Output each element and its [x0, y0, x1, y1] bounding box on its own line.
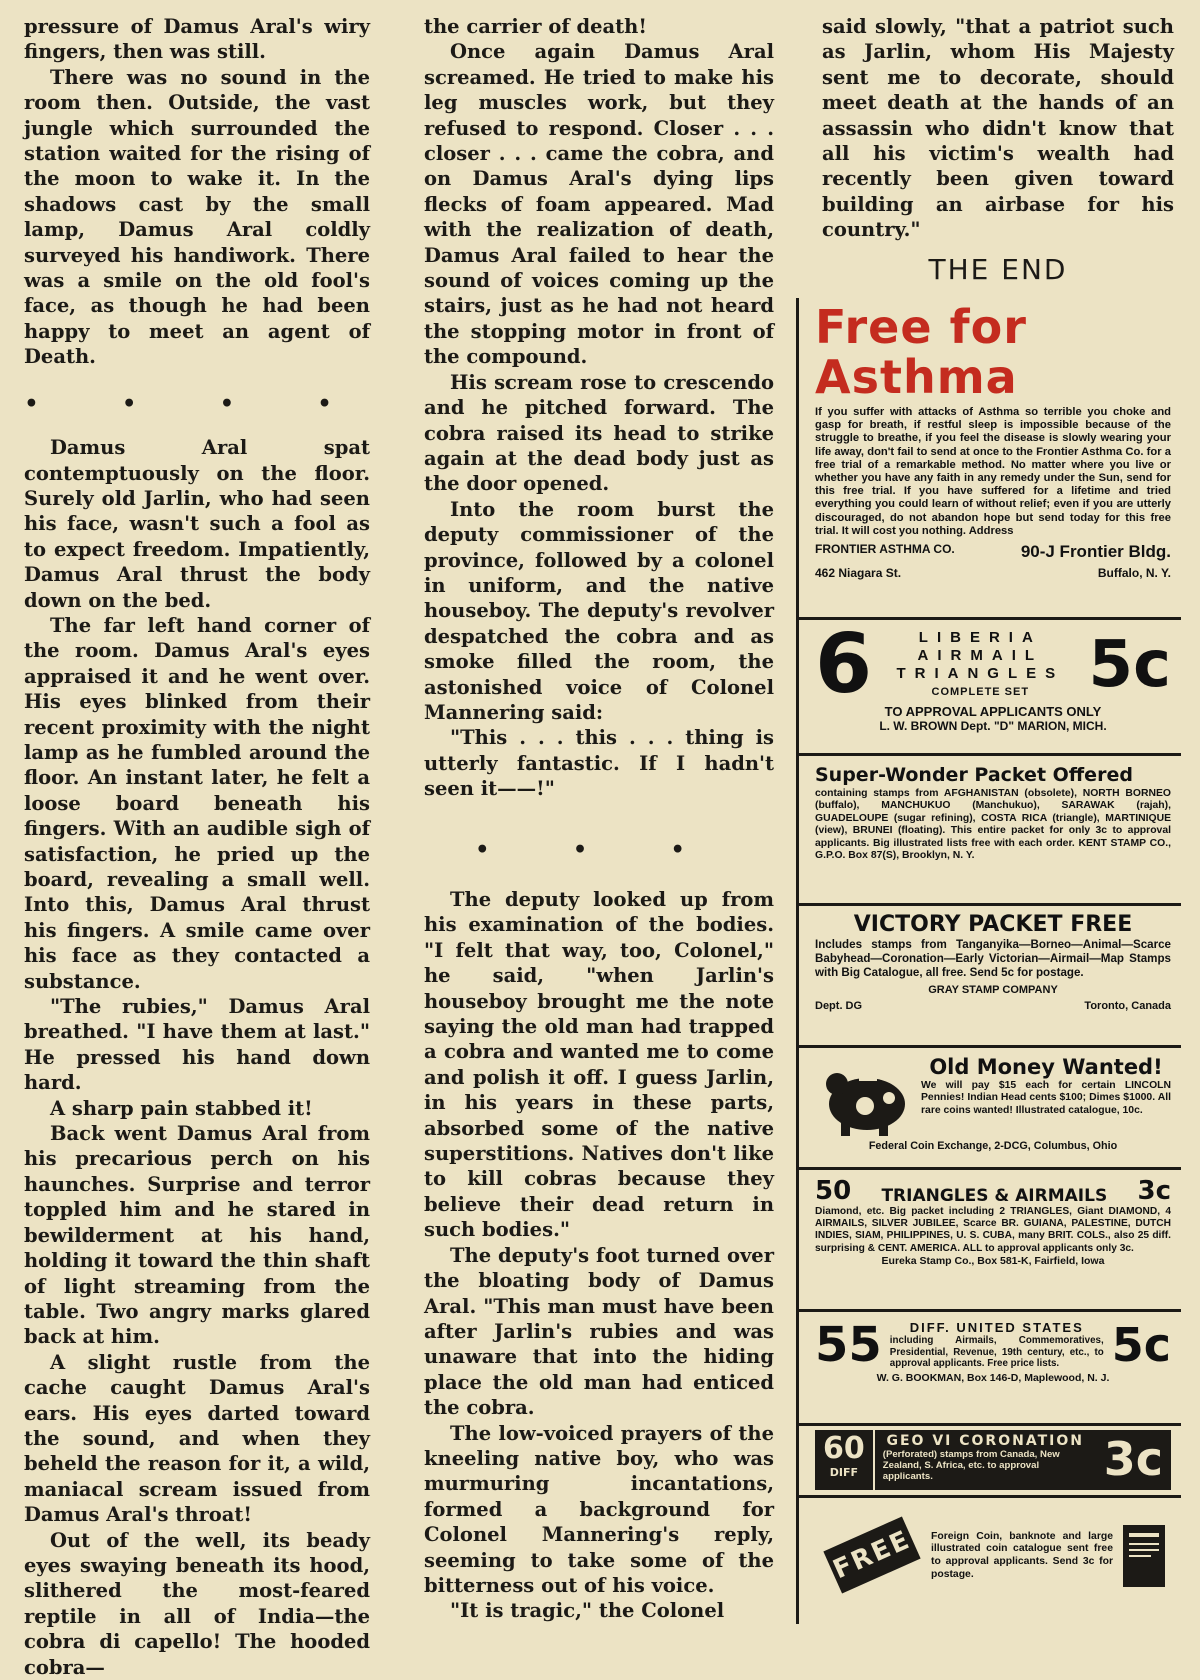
- ad-liberia-line3: TRIANGLES: [896, 665, 1065, 682]
- ad-free-stamp: FREE: [823, 1516, 920, 1593]
- ad-liberia-count: 6: [815, 617, 873, 712]
- ad-coronation-sub: DIFF: [829, 1466, 858, 1479]
- ad-superwonder-title: Super-Wonder Packet Offered: [815, 764, 1133, 786]
- ad-asthma-company: FRONTIER ASTHMA CO.: [815, 542, 955, 557]
- ad-liberia-line1: LIBERIA: [918, 629, 1042, 646]
- ad-triangles-price: 3c: [1137, 1176, 1171, 1206]
- ad-asthma-headline: Free for Asthma: [815, 300, 1027, 404]
- ad-liberia-price: 5c: [1088, 628, 1171, 702]
- story-paragraph: There was no sound in the room then. Outside, the vast jungle which surrounded the station waited for the rising of the moon to wake it. In the shadows cast by the small lamp, Damus Aral coldly surveyed his handiwork. There was a smile on the old fool's face, as though he had been happy to meet an agent of Death.: [24, 65, 370, 369]
- ad-oldmoney-body: We will pay $15 each for certain LINCOLN Pennies! Indian Head cents $100; Dimes $1000. All rare coins wanted! Illustrated catalogue, 10c.: [921, 1080, 1171, 1116]
- ad-triangles-50: [799, 1170, 1181, 1312]
- ad-us-price: 5c: [1111, 1318, 1171, 1372]
- ad-triangles-count: 50: [815, 1176, 852, 1206]
- ad-victory-title: VICTORY PACKET FREE: [853, 912, 1133, 937]
- ad-us-address: W. G. BOOKMAN, Box 146-D, Maplewood, N. J.: [876, 1372, 1110, 1384]
- ad-superwonder-body: containing stamps from AFGHANISTAN (obsolete), NORTH BORNEO (buffalo), MANCHUKUO (Manchukuo), SARAWAK (rajah), GUADELOUPE (sugar refining), COSTA RICA (triangle), MARTINIQUE (view), BRUNEI (floating). This entire packet for only 3c to approval applicants. Big illustrated lists free with each order. KENT STAMP CO., G.P.O. Box 87(S), Brooklyn, N. Y.: [815, 788, 1171, 862]
- story-column-3: [822, 14, 1174, 306]
- ad-coronation-price: 3c: [1103, 1432, 1163, 1486]
- ad-us-line1: DIFF. UNITED STATES: [909, 1320, 1084, 1336]
- ad-coronation-title: GEO VI CORONATION: [886, 1433, 1084, 1449]
- ad-victory-city: Toronto, Canada: [1084, 1000, 1171, 1012]
- ad-liberia-address: L. W. BROWN Dept. "D" MARION, MICH.: [879, 719, 1107, 733]
- story-paragraph: The deputy looked up from his examination of the bodies. "I felt that way, too, Colonel," he said, "when Jarlin's houseboy brought me the note saying the old man had trapped a cobra and wanted me to come and polish it off. I guess Jarlin, in his years in these parts, absorbed some of the native superstitions. Natives don't like to kill cobras because they believe their dead return in such bodies.": [424, 888, 774, 1242]
- section-break: • • • •: [24, 390, 370, 417]
- ad-triangles-address: Eureka Stamp Co., Box 581-K, Fairfield, Iowa: [881, 1254, 1105, 1267]
- ad-us-body: including Airmails, Commemoratives, Presidential, Revenue, 19th century, etc., to approval applicants. Free price lists.: [889, 1335, 1104, 1370]
- ad-asthma-bldg: 90-J Frontier Bldg.: [1020, 542, 1171, 562]
- ad-oldmoney: [799, 1048, 1181, 1170]
- story-paragraph: The deputy's foot turned over the bloating body of Damus Aral. "This man must have been after Jarlin's rubies and was unaware that into the hiding place the old man had enticed the cobra.: [424, 1243, 774, 1420]
- ad-liberia-approval: TO APPROVAL APPLICANTS ONLY: [884, 704, 1102, 719]
- ad-free-body: Foreign Coin, banknote and large illustrated coin catalogue sent free to approval applicants. Send 3c for postage.: [931, 1530, 1113, 1580]
- story-paragraph: the carrier of death!: [424, 15, 647, 38]
- story-paragraph: The far left hand corner of the room. Damus Aral's eyes appraised it and he went over. His eyes blinked from their recent proximity with the night lamp as he fumbled around the floor. An instant later, he felt a loose board beneath his fingers. With an audible sigh of satisfaction, he pried up the board, revealing a small well. Into this, Damus Aral thrust his fingers. A smile came over his face as they contacted a substance.: [24, 613, 370, 993]
- story-paragraph: Damus Aral spat contemptuously on the floor. Surely old Jarlin, who had seen his face, wasn't such a fool as to expect freedom. Impatiently, Damus Aral thrust the body down on the bed.: [24, 436, 370, 612]
- story-paragraph: pressure of Damus Aral's wiry fingers, then was still.: [24, 15, 370, 64]
- story-paragraph: Out of the well, its beady eyes swaying beneath its hood, slithered the most-feared reptile in all of India—the cobra di capello! The hooded cobra—: [24, 1528, 370, 1679]
- ad-asthma-city: Buffalo, N. Y.: [1097, 566, 1171, 581]
- the-end-label: THE END: [928, 252, 1068, 286]
- story-paragraph: A sharp pain stabbed it!: [50, 1096, 313, 1120]
- ad-coronation: [799, 1426, 1181, 1498]
- ad-liberia-line4: COMPLETE SET: [931, 686, 1030, 698]
- story-paragraph: Into the room burst the deputy commissioner of the province, followed by a colonel in uniform, and the native houseboy. The deputy's revolver despatched the cobra and as smoke filled the room, the astonished voice of Colonel Mannering said:: [424, 497, 774, 724]
- story-paragraph: said slowly, "that a patriot such as Jarlin, whom His Majesty sent me to decorate, should meet death at the hands of an assassin who didn't know that all his victim's wealth had recently been given toward building an airbase for his country.": [822, 15, 1174, 242]
- ad-victory-company: GRAY STAMP COMPANY: [928, 984, 1058, 996]
- story-column-2: [424, 14, 774, 1624]
- ad-victory: [799, 906, 1181, 1048]
- ad-oldmoney-address: Federal Coin Exchange, 2-DCG, Columbus, Ohio: [868, 1140, 1118, 1152]
- ad-us-count: 55: [815, 1317, 882, 1373]
- story-paragraph: His scream rose to crescendo and he pitched forward. The cobra raised its head to strike again at the dead body just as the door opened.: [424, 370, 774, 496]
- story-paragraph: "The rubies," Damus Aral breathed. "I have them at last." He pressed his hand down hard.: [24, 995, 370, 1095]
- ad-asthma-street: 462 Niagara St.: [815, 566, 902, 581]
- ad-us-55: [799, 1312, 1181, 1426]
- ad-asthma: [799, 298, 1181, 620]
- ad-victory-body: Includes stamps from Tanganyika—Borneo—Animal—Scarce Babyhead—Coronation—Early Victorian—Airmail—Map Stamps with Big Catalogue, all free. Send 5c for postage.: [815, 938, 1171, 979]
- ad-triangles-headline: TRIANGLES & AIRMAILS: [881, 1186, 1108, 1206]
- ad-victory-dept: Dept. DG: [815, 1000, 863, 1012]
- catalogue-book-icon: [1119, 1521, 1171, 1591]
- ad-triangles-body: Diamond, etc. Big packet including 2 TRIANGLES, Giant DIAMOND, 4 AIRMAILS, SILVER JUBILEE, Scarce BR. GUIANA, PALESTINE, DUTCH INDIES, SIAM, PHILIPPINES, U. S. CUBA, many BRIT. COLS., also 25 diff. surprising & CENT. AMERICA. ALL to approval applicants only 3c.: [815, 1206, 1171, 1254]
- piggy-bank-icon: [815, 1054, 911, 1140]
- ad-coronation-body: (Perforated) stamps from Canada, New Zealand, S. Africa, etc. to approval applicants.: [882, 1449, 1060, 1482]
- story-paragraph: "It is tragic," the Colonel: [450, 1599, 725, 1623]
- advertisements: [796, 298, 1181, 1624]
- ad-coronation-count: 60: [823, 1431, 865, 1466]
- story-column-1: [24, 14, 370, 1680]
- story-paragraph: "This . . . this . . . thing is utterly fantastic. If I hadn't seen it——!": [424, 726, 774, 801]
- section-break: • • •: [475, 836, 723, 863]
- ad-superwonder: [799, 756, 1181, 906]
- ad-free: [799, 1498, 1181, 1616]
- ad-liberia: [799, 617, 1181, 756]
- story-paragraph: A slight rustle from the cache caught Damus Aral's ears. His eyes darted toward the sound, and when they beheld the reason for it, a wild, maniacal scream issued from Damus Aral's throat!: [24, 1350, 370, 1527]
- story-paragraph: Back went Damus Aral from his precarious perch on his haunches. Surprise and terror toppled him and he stared in bewilderment at his hand, holding it toward the thin shaft of light streaming from the table. Two angry marks glared back at him.: [24, 1122, 370, 1349]
- ad-asthma-body: If you suffer with attacks of Asthma so terrible you choke and gasp for breath, if restful sleep is impossible because of the struggle to breathe, if you feel the disease is slowly wearing your life away, don't fail to send at once to the Frontier Asthma Co. for a free trial of a remarkable method. No matter where you live or whether you have any faith in any remedy under the Sun, send for this free trial. If you have suffered for a lifetime and tried everything you could learn of without relief; even if you are utterly discouraged, do not abandon hope but send today for this free trial. It will cost you nothing. Address: [815, 406, 1171, 537]
- ad-oldmoney-title: Old Money Wanted!: [929, 1055, 1163, 1079]
- ad-liberia-line2: AIRMAIL: [917, 647, 1044, 664]
- story-paragraph: The low-voiced prayers of the kneeling native boy, who was murmuring incantations, formed a background for Colonel Mannering's reply, seeming to take some of the bitterness out of his voice.: [424, 1421, 774, 1597]
- story-paragraph: Once again Damus Aral screamed. He tried to make his leg muscles work, but they refused to respond. Closer . . . closer . . . came the cobra, and on Damus Aral's dying lips flecks of foam appeared. Mad with the realization of death, Damus Aral failed to hear the sound of voices coming up the stairs, just as he had not heard the stopping motor in front of the compound.: [424, 40, 774, 369]
